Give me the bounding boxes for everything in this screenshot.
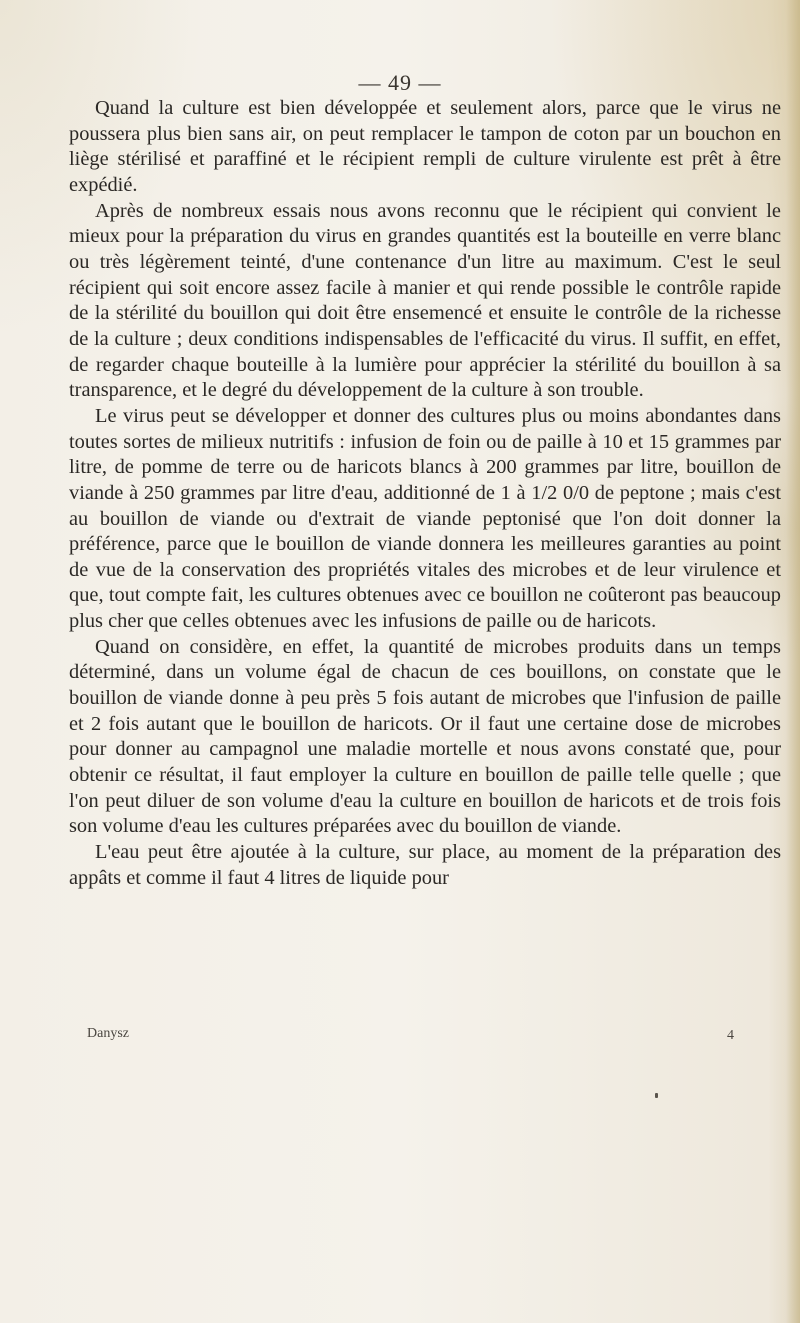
paragraph-4: Quand on considère, en effet, la quantité de microbes produits dans un temps déterminé, dans un volume égal de chacun de ces bouillons, on constate que le bouillon de viande donne à peu près 5 fois autant de microbes que l'infusion de paille et 2 fois autant que le bouillon de haricots. Or il faut une certaine dose de microbes pour donner au campagnol une maladie mortelle et nous avons constaté que, pour obtenir ce résultat, il faut employer la culture en bouillon de paille telle quelle ; que l'on peut diluer de son volume d'eau la culture en bouillon de haricots et de trois fois son volume d'eau les cultures préparées avec du bouillon de viande. bbox=[69, 635, 781, 838]
sheet-number: 4 bbox=[727, 1028, 734, 1043]
ink-speck bbox=[655, 1093, 658, 1098]
page-number: — 49 — bbox=[358, 70, 442, 95]
paragraph-2: Après de nombreux essais nous avons reconnu que le récipient qui convient le mieux pour la préparation du virus en grandes quantités est la bouteille en verre blanc ou très légèrement teinté, d'une contenance d'un litre au maximum. C'est le seul récipient qui soit encore assez facile à manier et qui rende possible le contrôle rapide de la stérilité du bouillon qui doit être ensemencé et ensuite le contrôle de la richesse de la culture ; deux conditions indispensables de l'efficacité du virus. Il suffit, en effet, de regarder chaque bouteille à la lumière pour apprécier la stérilité du bouillon à sa transparence, et le degré du développement de la culture à son trouble. bbox=[69, 199, 781, 402]
paragraph-5: L'eau peut être ajoutée à la culture, sur place, au moment de la préparation des appâts et comme il faut 4 litres de liquide pour bbox=[69, 841, 781, 889]
page-edge-shadow bbox=[786, 0, 800, 1323]
paragraph-3: Le virus peut se développer et donner des cultures plus ou moins abondantes dans toutes sortes de milieux nutritifs : infusion de foin ou de paille à 10 et 15 grammes par litre, de pomme de terre ou de haricots blancs à 200 grammes par litre, bouillon de viande à 250 grammes par litre d'eau, additionné de 1 à 1/2 0/0 de peptone ; mais c'est au bouillon de viande ou d'extrait de viande peptonisé que l'on doit donner la préférence, parce que le bouillon de viande donnera les meilleures garanties au point de vue de la conservation des propriétés vitales des microbes et de leur virulence et que, tout compte fait, les cultures obtenues avec ce bouillon ne coûteront pas beaucoup plus cher que celles obtenues avec les infusions de paille ou de haricots. bbox=[69, 404, 781, 633]
paragraph-1: Quand la culture est bien développée et seulement alors, parce que le virus ne poussera plus bien sans air, on peut remplacer le tampon de coton par un bouchon en liège stérilisé et paraffiné et le récipient rempli de culture virulente est prêt à être expédié. bbox=[69, 97, 781, 196]
body-text bbox=[69, 96, 781, 891]
printer-signature: Danysz bbox=[87, 1026, 129, 1041]
